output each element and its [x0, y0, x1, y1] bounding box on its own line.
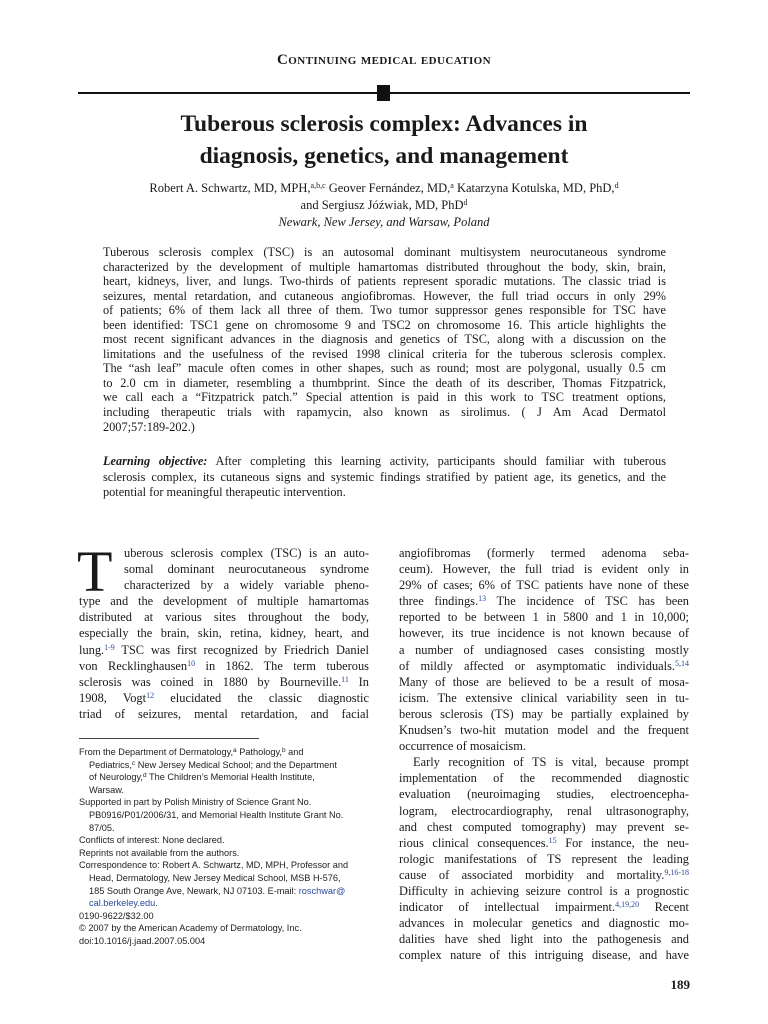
body-line: sclerosis was coined in 1880 by Bourneville.$^{11}$ In — [79, 674, 369, 689]
body-line: complex nature of this intriguing disease, and have — [399, 948, 689, 963]
citation-ref[interactable]: 13 — [478, 594, 487, 604]
abstract-line: heart, kidneys, liver, and lungs. Two-thirds of patients represent sporadic mutations. The classic triad is — [103, 274, 666, 289]
body-line: distributed at various sites throughout the body, — [79, 610, 369, 625]
body-line: Knudsen’s two-hit mutation model and the frequent — [399, 723, 689, 738]
abstract-line: The “ash leaf” macule often comes in other shapes, such as round; most are polygonal, usually 0.5 cm — [103, 361, 666, 376]
body-line: characterized by a widely variable pheno- — [124, 578, 369, 593]
abstract-line: limitations and the usefulness of the revised 1998 clinical criteria for the tuberous sclerosis complex. — [103, 346, 666, 361]
learning-objective — [103, 454, 666, 501]
copyright-footnote: © 2007 by the American Academy of Dermatology, Inc. — [79, 923, 302, 934]
affiliation-marker: d — [614, 181, 619, 190]
page-number: 189 — [670, 977, 690, 992]
body-line: somal dominant neurocutaneous syndrome — [124, 562, 369, 577]
body-line: Many of those are believed to be a result of mosa- — [399, 674, 689, 689]
citation-ref[interactable]: 5,14 — [675, 658, 689, 668]
abstract-line: including therapeutic trials with rapamycin, also known as sirolimus. ( J Am Acad Dermatol — [103, 405, 666, 420]
body-line: icism. The extensive clinical variability seen in tu- — [399, 690, 689, 705]
citation-ref[interactable]: 4,19,20 — [615, 900, 640, 910]
body-line: angiofibromas (formerly termed adenoma seba- — [399, 546, 689, 560]
author-schwartz: Robert A. Schwartz, MD, MPH, — [149, 181, 311, 195]
abstract-line: most recent significant advances in the diagnosis and genetics of TSC, along with a discussion on the — [103, 332, 666, 347]
body-line: indicator of intellectual impairment.$^{4,19,20}$ Recent — [399, 900, 689, 915]
footnote-rule — [79, 738, 259, 739]
body-line: type and the development of multiple hamartomas — [79, 594, 369, 609]
body-line: logram, electrocardiography, renal ultrasonography, — [399, 803, 689, 818]
abstract-line: of patients; 6% of them lack all three of them. Two tumor suppressor genes responsible for TSC have — [103, 303, 666, 318]
citation-ref[interactable]: 1-9 — [104, 642, 115, 652]
affiliation-marker: a,b,c — [310, 181, 326, 190]
reprints-footnote: Reprints not available from the authors. — [79, 847, 240, 858]
abstract-line: 2007;57:189-202.) — [103, 419, 195, 434]
body-line: evaluation (neuroimaging studies, electroencepha- — [399, 787, 689, 802]
body-line: especially the brain, skin, retina, kidney, heart, and — [79, 626, 369, 641]
body-line: rious clinical consequences.$^{15}$ For instance, the neu- — [399, 835, 689, 850]
author-line-2 — [90, 197, 678, 214]
email-link[interactable]: cal.berkeley.edu — [89, 898, 156, 909]
citation-ref[interactable]: 12 — [146, 690, 155, 700]
body-line: Difficulty in achieving seizure control is a prognostic — [399, 883, 689, 898]
citation-ref[interactable]: 15 — [548, 835, 557, 845]
article-title — [100, 108, 668, 172]
body-line: a number of undiagnosed cases consisting mostly — [399, 642, 689, 657]
objective-line: sclerosis complex, its cutaneous signs and systemic findings stratified by patient age, its genetics, and the — [103, 469, 666, 484]
correspondence-footnote: Correspondence to: Robert A. Schwartz, MD, MPH, Professor and Head, Dermatology, New Jersey Medical School, MSB H-576, 185 South Orange Ave, Newark, NJ 07103. E-mail: roschwar@ cal.berkeley.edu. — [79, 860, 349, 909]
body-line: ceum). However, the full triad is evident only in — [399, 562, 689, 577]
abstract-line: we call each a “Fitzpatrick patch.” Special attention is paid in this work to TSC treatment options, — [103, 390, 666, 405]
funding-footnote: Supported in part by Polish Ministry of Science Grant No. PB0916/P01/2006/31, and Memorial Health Institute Grant No. 87/05. — [79, 797, 344, 833]
author-kotulska: Katarzyna Kotulska, MD, PhD, — [453, 181, 615, 195]
affiliation-footnote: From the Department of Dermatology,$^a$ Pathology,$^b$ and Pediatrics,$^c$ New Jersey Medical School; and the Department of Neurology,$^d$ The Children’s Memorial Health Institute, Warsaw. — [79, 747, 337, 795]
author-fernandez: Geover Fernández, MD, — [325, 181, 451, 195]
body-line: dalities have shed light into the pathogenesis and — [399, 932, 689, 947]
body-line: however, its true incidence is not known because of — [399, 626, 689, 641]
abstract-line: Tuberous sclerosis complex (TSC) is an autosomal dominant multisystem neurocutaneous syndrome — [103, 245, 666, 259]
conflicts-footnote: Conflicts of interest: None declared. — [79, 835, 225, 846]
body-line: uberous sclerosis complex (TSC) is an auto- — [124, 546, 369, 560]
body-line: implementation of the recommended diagnostic — [399, 771, 689, 786]
body-line: rologic manifestations of TS represent the leading — [399, 851, 689, 866]
section-header: Continuing medical education — [277, 52, 491, 68]
body-column-left — [77, 539, 369, 722]
abstract-line: to 2.0 cm in diameter, resembling a thumbprint. Since the death of its describer, Thomas Fitzpatrick, — [103, 375, 666, 390]
header-rule-marker — [377, 85, 390, 101]
objective-line: Learning objective: After completing this learning activity, participants should familiar with tuberous — [103, 454, 666, 468]
body-line: berous sclerosis (TS) may be partially explained by — [399, 706, 689, 721]
objective-label: Learning objective: — [103, 454, 208, 468]
body-line: three findings.$^{13}$ The incidence of TSC has been — [399, 594, 689, 609]
abstract-line: seizures, mental retardation, and cutaneous angiofibromas. However, the full triad occurs in only 29% — [103, 288, 666, 303]
body-line: Early recognition of TS is vital, because prompt — [413, 755, 689, 770]
abstract-line: been identified: TSC1 gene on chromosome 9 and TSC2 on chromosome 16. This article highlights the — [103, 317, 666, 332]
body-line: cause of associated morbidity and mortality.$^{9,16-18}$ — [399, 867, 689, 882]
body-line: of mildly affected or asymptomatic individuals.$^{5,14}$ — [399, 658, 689, 673]
abstract-line: characterized by the development of multiple hamartomas distributed throughout the body, skin, brain, — [103, 259, 666, 274]
email-link[interactable]: roschwar@ — [298, 885, 346, 896]
objective-line: potential for meaningful therapeutic intervention. — [103, 485, 346, 499]
body-line: reported to be between 1 in 5800 and 1 in 10,000; — [399, 610, 689, 625]
body-line: triad of seizures, mental retardation, and facial — [79, 706, 369, 721]
body-line: advances in molecular genetics and diagnostic mo- — [399, 916, 689, 931]
body-column-right — [399, 545, 689, 963]
author-block — [90, 180, 678, 231]
title-line-2: diagnosis, genetics, and management — [199, 143, 569, 169]
body-line: 1908, Vogt$^{12}$ elucidated the classic diagnostic — [79, 690, 369, 705]
citation-ref[interactable]: 10 — [187, 658, 196, 668]
author-jozwiak: and Sergiusz Jóźwiak, MD, PhD — [300, 198, 464, 212]
footnotes — [79, 746, 371, 948]
citation-ref[interactable]: 9,16-18 — [664, 867, 689, 877]
issn-footnote: 0190-9622/$32.00 — [79, 910, 154, 921]
drop-cap: T — [77, 539, 113, 604]
body-line: lung.$^{1-9}$ TSC was first recognized by Friedrich Daniel — [79, 642, 369, 657]
affiliation-marker: a — [450, 181, 454, 190]
body-line: occurrence of mosaicism. — [399, 739, 526, 754]
body-line: 29% of cases; 6% of TSC patients have none of these — [399, 578, 689, 593]
citation-ref[interactable]: 11 — [341, 674, 349, 684]
doi-footnote: doi:10.1016/j.jaad.2007.05.004 — [79, 935, 206, 946]
affiliation-marker: d — [463, 198, 468, 207]
abstract — [103, 245, 666, 434]
author-line-1 — [90, 180, 678, 197]
author-location: Newark, New Jersey, and Warsaw, Poland — [278, 215, 490, 229]
body-line: von Recklinghausen$^{10}$ in 1862. The term tuberous — [79, 658, 369, 673]
title-line-1: Tuberous sclerosis complex: Advances in — [180, 111, 588, 137]
body-line: and chest computed tomography) may prevent se- — [399, 819, 689, 834]
